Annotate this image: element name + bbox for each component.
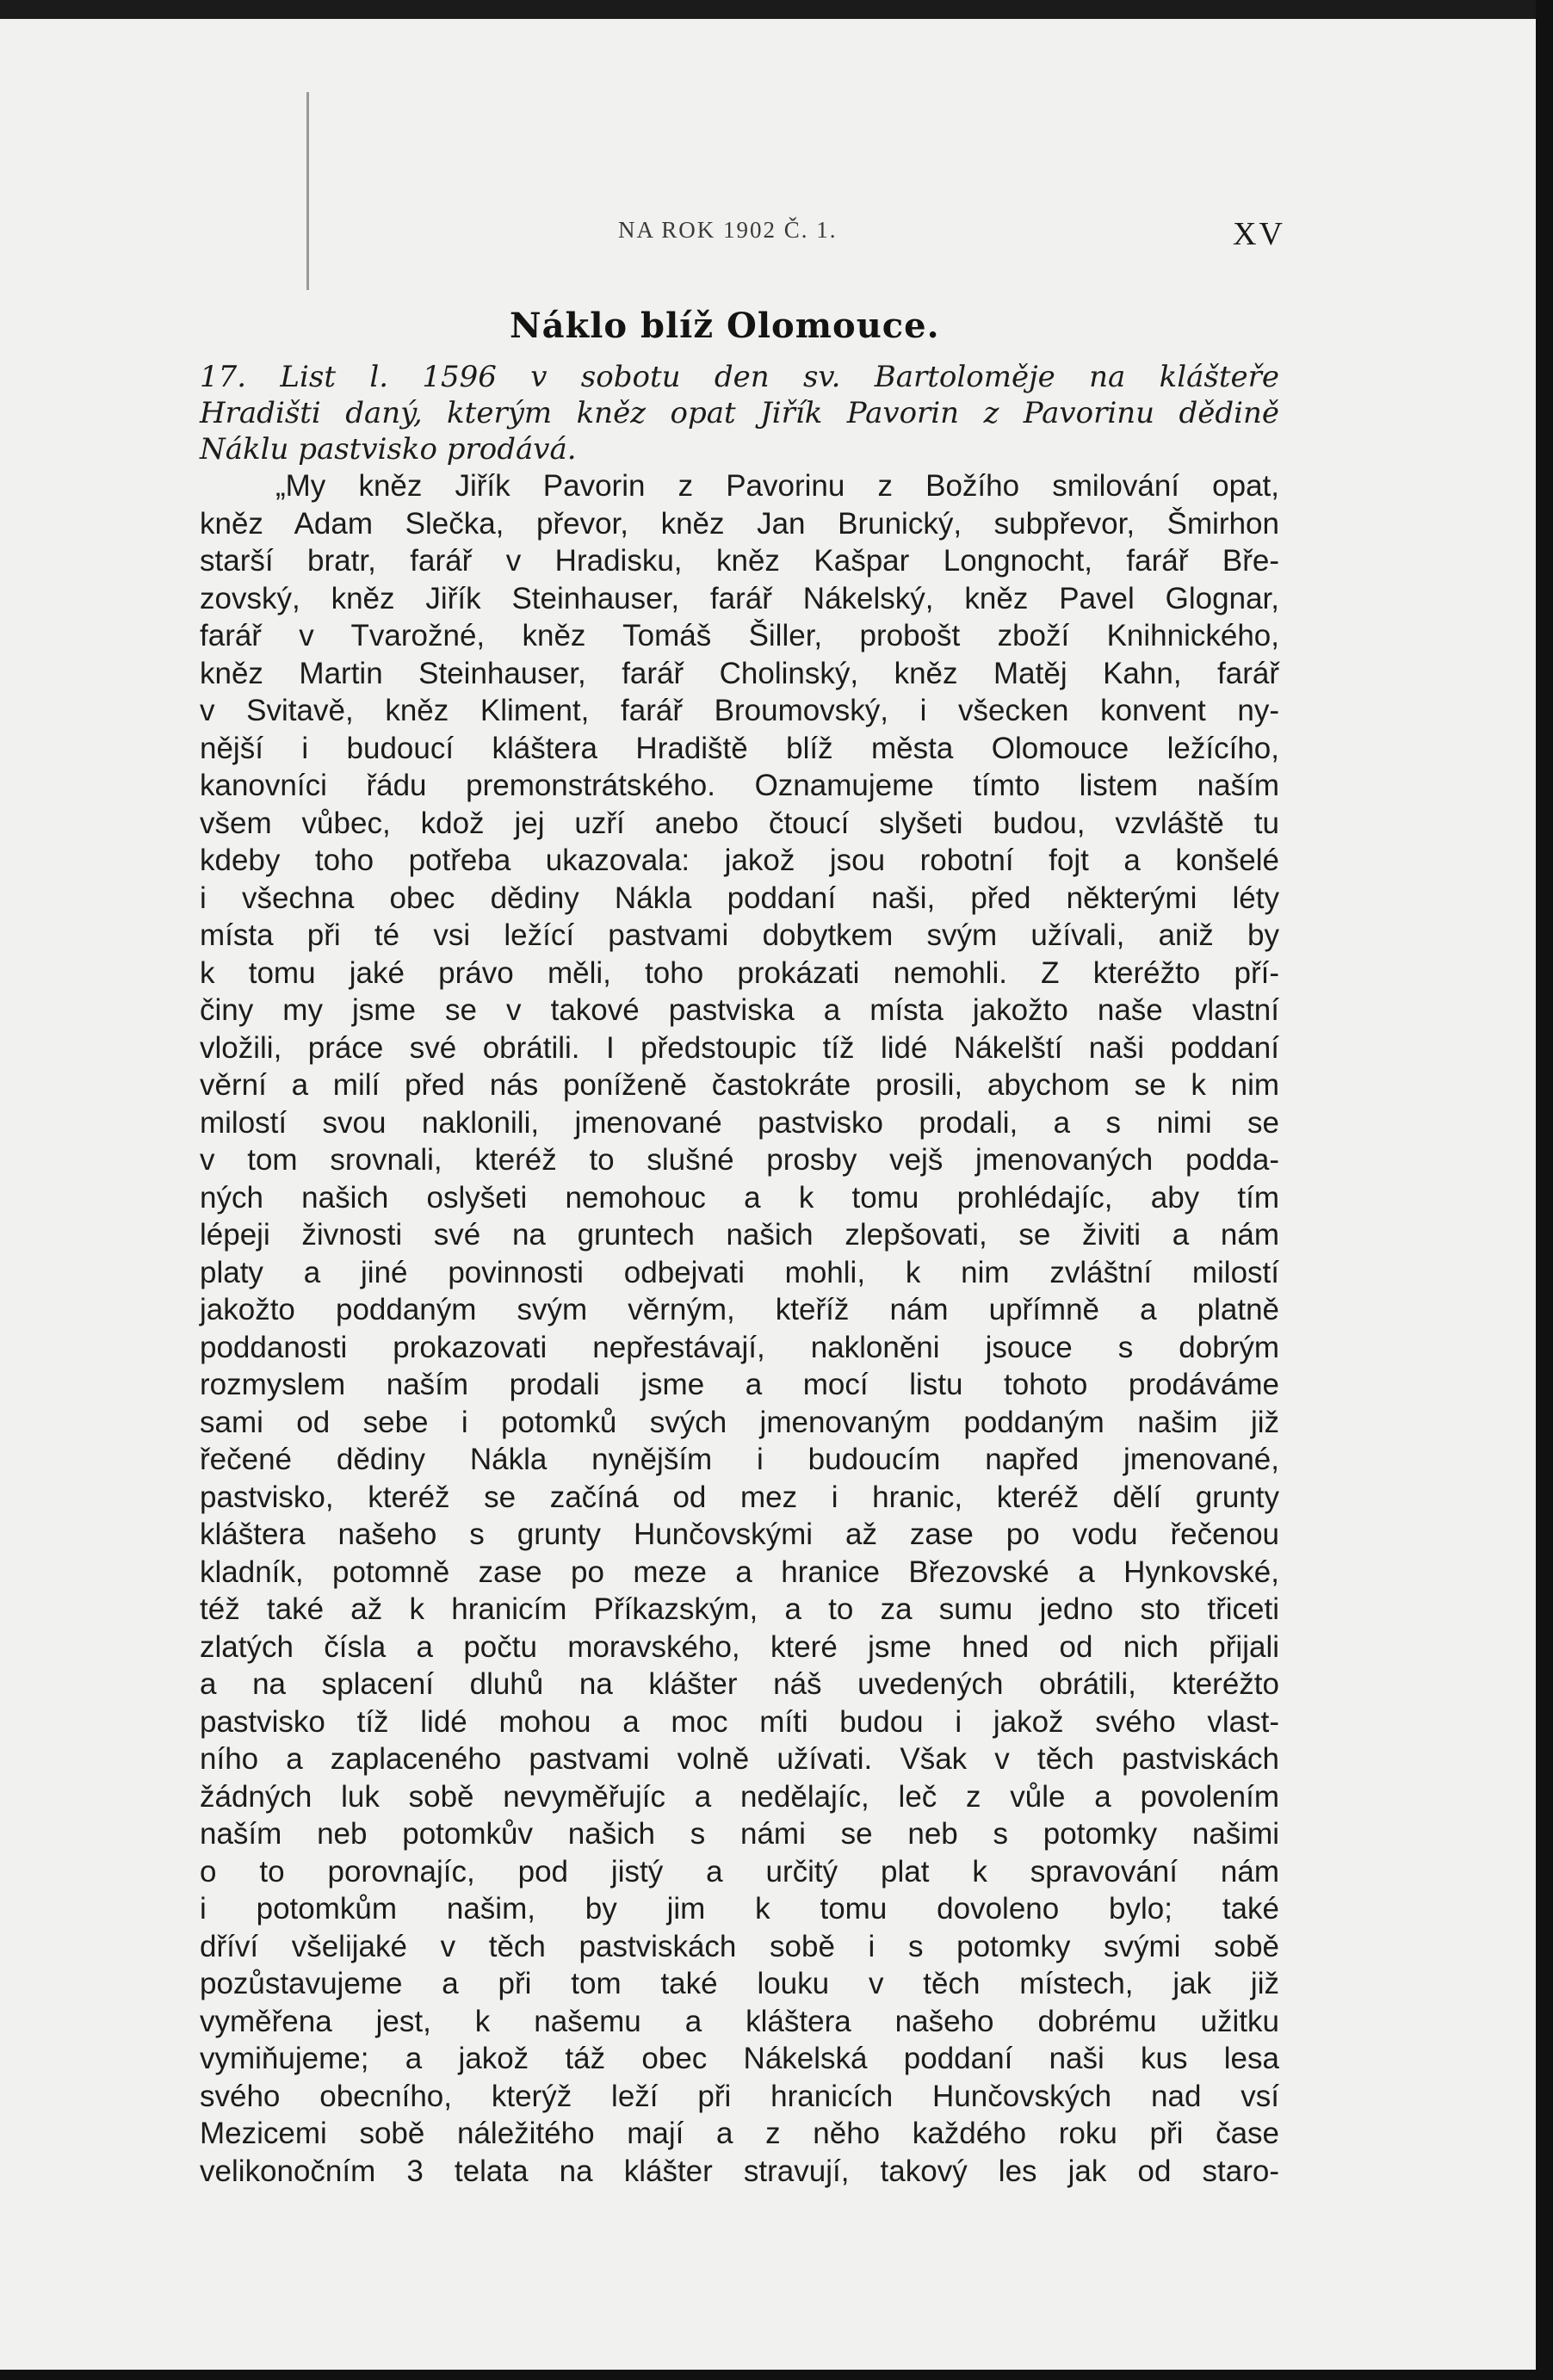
body-line: svého obecního, kterýž leží při hranicích Hunčovských nad vsí (200, 2079, 1279, 2113)
body-line: kanovníci řádu premonstrátského. Oznamujeme tímto listem naším (200, 769, 1279, 802)
document-body (200, 467, 1279, 2190)
body-line: kněz Martin Steinhauser, farář Cholinský, kněz Matěj Kahn, farář (200, 656, 1279, 690)
document-summary (200, 359, 1279, 467)
body-line: zovský, kněz Jiřík Steinhauser, farář Nákelský, kněz Pavel Glognar, (200, 581, 1279, 615)
body-line: ního a zaplaceného pastvami volně užívati. Však v těch pastviskách (200, 1742, 1279, 1776)
body-line: též také až k hranicím Příkazským, a to za sumu jedno sto třiceti (200, 1592, 1279, 1626)
body-line: farář v Tvarožné, kněz Tomáš Šiller, probošt zboží Knihnického, (200, 619, 1279, 652)
body-line: kláštera našeho s grunty Hunčovskými až zase po vodu řečenou (200, 1518, 1279, 1551)
body-line: starší bratr, farář v Hradisku, kněz Kašpar Longnocht, farář Bře- (200, 544, 1279, 578)
body-line: zlatých čísla a počtu moravského, které jsme hned od nich přijali (200, 1629, 1279, 1664)
body-line: o to porovnajíc, pod jistý a určitý plat k spravování nám (200, 1854, 1279, 1889)
page-number: XV (1233, 216, 1285, 252)
body-line: sami od sebe i potomků svých jmenovaným poddaným našim již (200, 1405, 1279, 1439)
body-line: platy a jiné povinnosti odbejvati mohli, k nim zvláštní milostí (200, 1255, 1279, 1289)
body-line: ných našich oslyšeti nemohouc a k tomu prohlédajíc, aby tím (200, 1180, 1279, 1215)
section-title: Náklo blíž Olomouce. (510, 306, 940, 346)
body-line: v tom srovnali, kteréž to slušné prosby vejš jmenovaných podda- (200, 1143, 1279, 1177)
body-line: pozůstavujeme a při tom také louku v těch místech, jak již (200, 1967, 1279, 2000)
summary-line: Náklu pastvisko prodává. (200, 432, 577, 467)
body-line: kladník, potomně zase po meze a hranice Březovské a Hynkovské, (200, 1555, 1279, 1589)
body-line: naším neb potomkův našich s námi se neb s potomky našimi (200, 1817, 1279, 1851)
text-block (200, 359, 1279, 2190)
body-line: pastvisko tíž lidé mohou a moc míti budou i jakož svého vlast- (200, 1704, 1279, 1739)
body-line: pastvisko, kteréž se začíná od mez i hranic, kteréž dělí grunty (200, 1480, 1279, 1514)
body-line: dříví všelijaké v těch pastviskách sobě i s potomky svými sobě (200, 1929, 1279, 1963)
scan-border-right (1536, 0, 1553, 2380)
body-line: i všechna obec dědiny Nákla poddaní naši, před některými léty (200, 881, 1279, 915)
fold-mark (306, 92, 309, 290)
body-line: poddanosti prokazovati nepřestávají, nakloněni jsouce s dobrým (200, 1330, 1279, 1364)
body-line: jakožto poddaným svým věrným, kteříž nám upřímně a platně (200, 1293, 1279, 1326)
body-line: velikonočním 3 telata na klášter stravují, takový les jak od staro- (200, 2154, 1279, 2188)
body-line: v Svitavě, kněz Kliment, farář Broumovský, i všecken konvent ny- (200, 694, 1279, 727)
body-line: kdeby toho potřeba ukazovala: jakož jsou robotní fojt a konšelé (200, 844, 1279, 877)
scanned-page (0, 19, 1553, 2380)
body-line: „My kněz Jiřík Pavorin z Pavorinu z Božího smilování opat, (275, 469, 1279, 503)
body-line: nější i budoucí kláštera Hradiště blíž města Olomouce ležícího, (200, 731, 1279, 765)
body-line: žádných luk sobě nevyměřujíc a nedělajíc, leč z vůle a povolením (200, 1779, 1279, 1814)
body-line: k tomu jaké právo měli, toho prokázati nemohli. Z kteréžto pří- (200, 955, 1279, 990)
body-line: vložili, práce své obrátili. I předstoupic tíž lidé Nákelští naši poddaní (200, 1030, 1279, 1065)
body-line: Mezicemi sobě náležitého mají a z něho každého roku při čase (200, 2117, 1279, 2150)
body-line: vymiňujeme; a jakož táž obec Nákelská poddaní naši kus lesa (200, 2042, 1279, 2075)
body-line: a na splacení dluhů na klášter náš uvedených obrátili, kteréžto (200, 1667, 1279, 1701)
body-line: lépeji živnosti své na gruntech našich zlepšovati, se živiti a nám (200, 1218, 1279, 1252)
summary-line: Hradišti daný, kterým kněz opat Jiřík Pavorin z Pavorinu dědině (200, 396, 1279, 430)
body-line: činy my jsme se v takové pastviska a místa jakožto naše vlastní (200, 993, 1279, 1027)
body-line: rozmyslem naším prodali jsme a mocí listu tohoto prodáváme (200, 1368, 1279, 1401)
running-title: NA ROK 1902 Č. 1. (618, 217, 838, 243)
body-line: kněz Adam Slečka, převor, kněz Jan Brunický, subpřevor, Šmirhon (200, 506, 1279, 541)
body-line: věrní a milí před nás poníženě častokráte prosili, abychom se k nim (200, 1068, 1279, 1102)
body-line: i potomkům našim, by jim k tomu dovoleno bylo; také (200, 1892, 1279, 1926)
body-line: všem vůbec, kdož jej uzří anebo čtoucí slyšeti budou, vzvláště tu (200, 806, 1279, 840)
body-line: místa při té vsi ležící pastvami dobytkem svým užívali, aniž by (200, 918, 1279, 952)
body-line: řečené dědiny Nákla nynějším i budoucím napřed jmenované, (200, 1443, 1279, 1476)
scan-border-bottom (0, 2370, 1553, 2380)
body-line: vyměřena jest, k našemu a kláštera našeho dobrému užitku (200, 2004, 1279, 2038)
body-line: milostí svou naklonili, jmenované pastvisko prodali, a s nimi se (200, 1105, 1279, 1140)
summary-line: 17. List l. 1596 v sobotu den sv. Bartoloměje na klášteře (200, 360, 1279, 394)
